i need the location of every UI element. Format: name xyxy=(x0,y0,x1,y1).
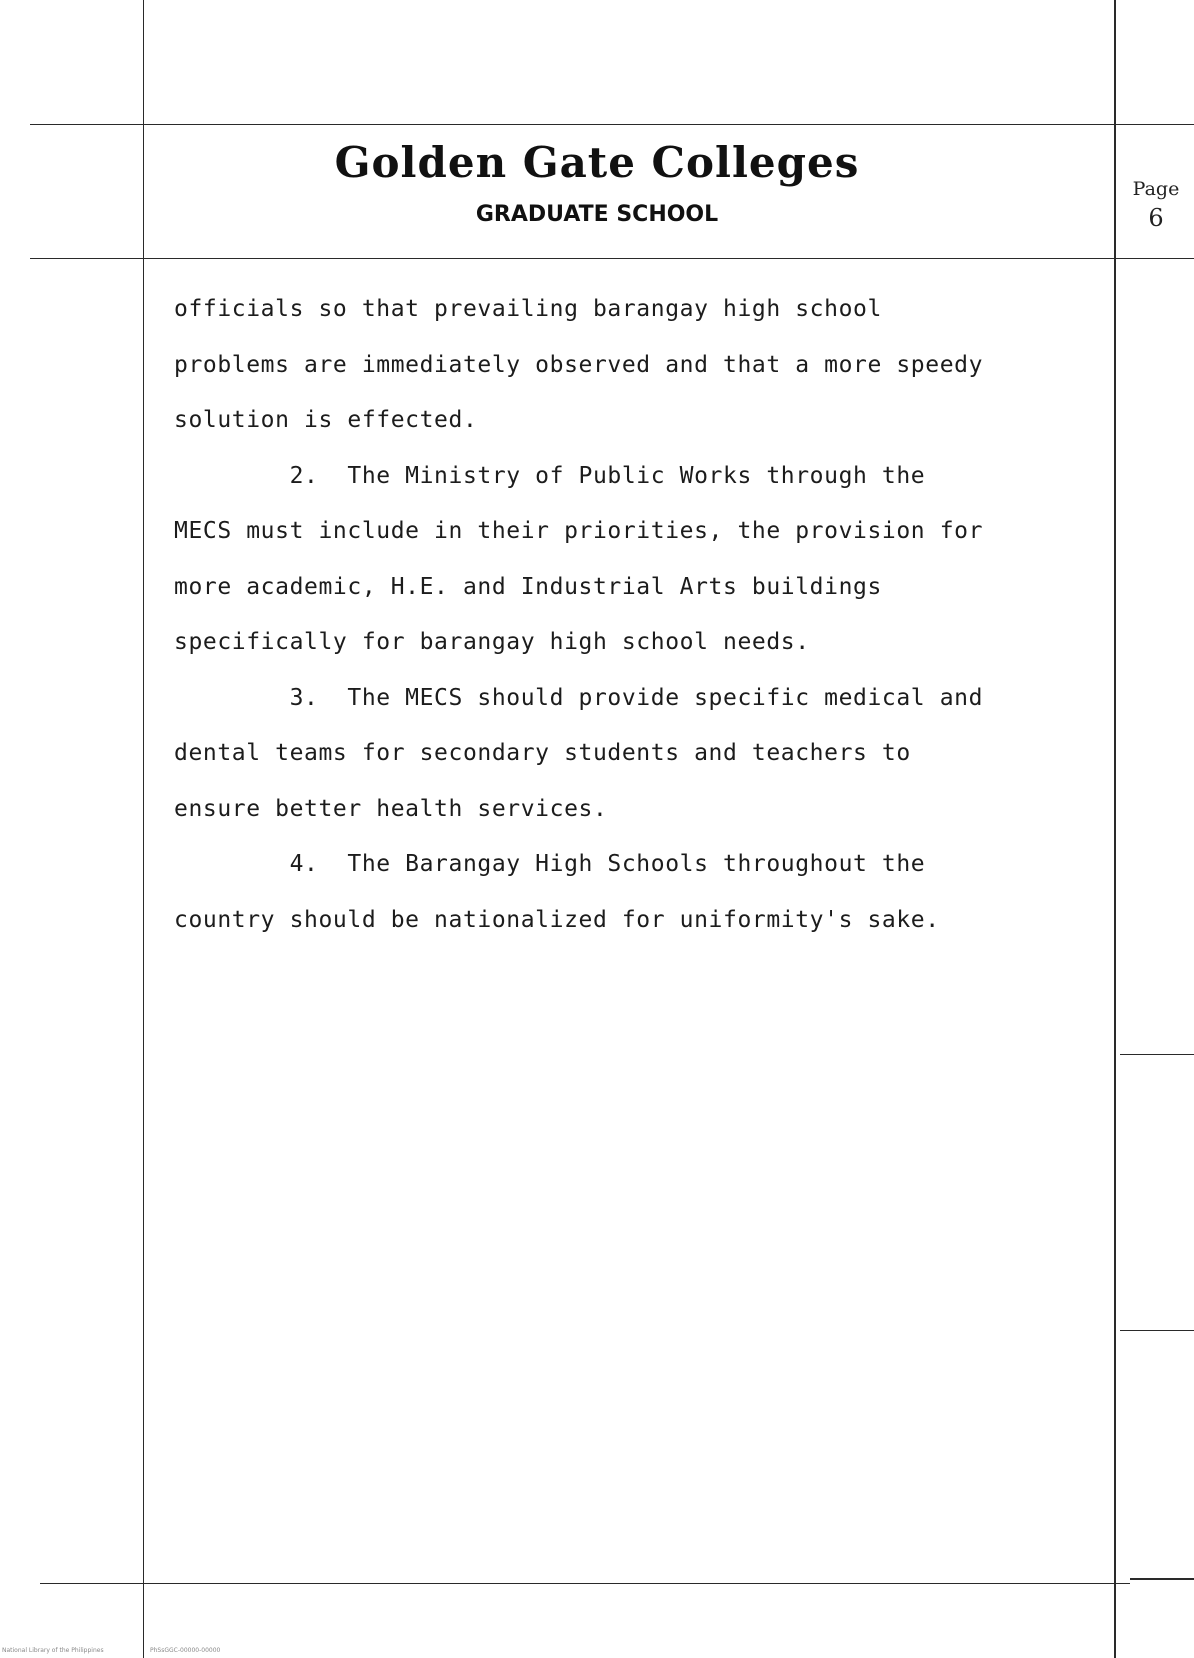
body-line: 3. The MECS should provide specific medical and xyxy=(174,684,984,711)
body-line: solution is effected. xyxy=(174,407,478,433)
body-line: country should be nationalized for uniformity's sake. xyxy=(174,906,940,933)
body-line: problems are immediately observed and that a more speedy xyxy=(174,351,984,378)
school-subtitle: GRADUATE SCHOOL xyxy=(475,202,719,227)
footer-rule xyxy=(40,1583,1130,1584)
body-line: 4. The Barangay High Schools throughout the xyxy=(174,851,926,877)
footer-rule-right xyxy=(1130,1578,1194,1580)
body-line: MECS must include in their priorities, the provision for xyxy=(174,518,984,544)
bottom-header-rule xyxy=(30,258,1194,259)
body-text xyxy=(174,282,1104,948)
page-number: 6 xyxy=(1148,204,1164,232)
right-margin-mark-1 xyxy=(1120,1054,1194,1055)
body-line: specifically for barangay high school needs. xyxy=(174,629,810,655)
body-line: more academic, H.E. and Industrial Arts buildings xyxy=(174,573,882,600)
top-header-rule xyxy=(30,124,1194,125)
right-margin-line xyxy=(1114,0,1116,1658)
body-line: dental teams for secondary students and teachers to xyxy=(174,740,911,766)
institution-title: Golden Gate Colleges xyxy=(334,138,860,187)
footer-left-stamp: National Library of the Philippines xyxy=(2,1647,104,1654)
body-line: 2. The Ministry of Public Works through the xyxy=(174,462,926,489)
body-line: ensure better health services. xyxy=(174,795,608,822)
footer-right-stamp: PhSsGGC-00000-00000 xyxy=(150,1647,221,1654)
right-margin-mark-2 xyxy=(1120,1330,1194,1331)
page-label: Page xyxy=(1132,178,1180,200)
body-line: officials so that prevailing barangay high school xyxy=(174,296,882,322)
left-margin-line xyxy=(143,0,144,1658)
